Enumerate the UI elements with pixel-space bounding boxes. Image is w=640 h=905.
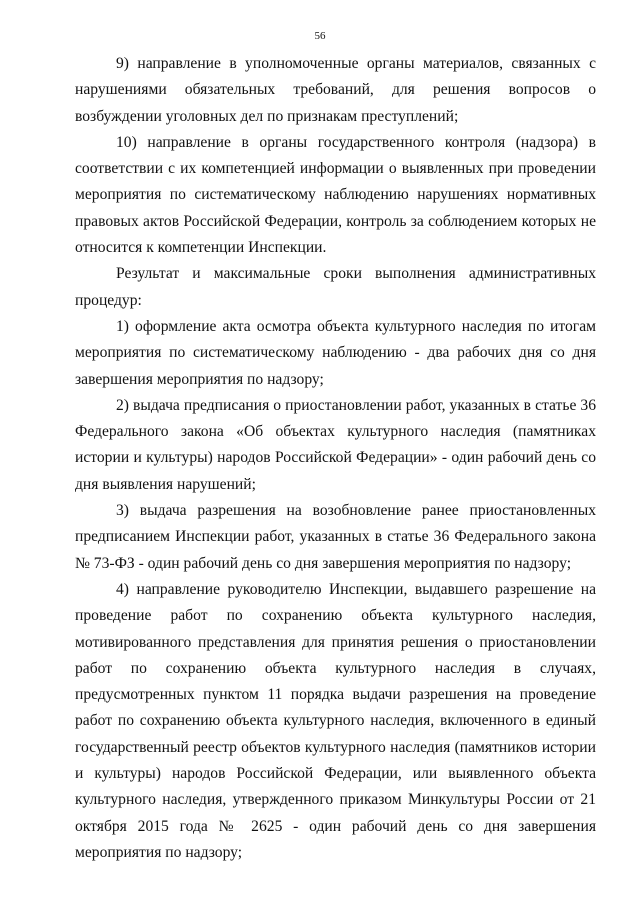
paragraph-result-1: 1) оформление акта осмотра объекта культурного наследия по итогам мероприятия по систематическому наблюдению - два рабочих дня со дня завершения мероприятия по надзору; [75, 317, 596, 388]
paragraph-result-3: 3) выдача разрешения на возобновление ранее приостановленных предписанием Инспекции работ, указанных в статье 36 Федерального закона № 73-ФЗ - один рабочий день со дня завершения мероприятия по надзору; [75, 502, 596, 572]
paragraph-item-10: 10) направление в органы государственного контроля (надзора) в соответствии с их компетенцией информации о выявленных при проведении мероприятия по систематическому наблюдению нарушениях нормативных правовых актов Российской Федерации, контроль за соблюдением которых не относится к компетенции Инспекции. [75, 133, 596, 257]
paragraph-results-heading: Результат и максимальные сроки выполнения административных процедур: [75, 265, 596, 309]
paragraph-result-2: 2) выдача предписания о приостановлении работ, указанных в статье 36 Федерального закона «Об объектах культурного наследия (памятниках истории и культуры) народов Российской Федерации» - один рабочий день со дня выявления нарушений; [75, 396, 596, 493]
page-number: 56 [314, 30, 326, 42]
document-body [75, 51, 596, 866]
paragraph-result-4: 4) направление руководителю Инспекции, выдавшего разрешение на проведение работ по сохранению объекта культурного наследия, мотивированного представления для принятия решения о приостановлении работ по сохранению объекта культурного наследия в случаях, предусмотренных пунктом 11 порядка выдачи разрешения на проведение работ по сохранению объекта культурного наследия, включенного в единый государственный реестр объектов культурного наследия (памятников истории и культуры) народов Российской Федерации, или выявленного объекта культурного наследия, утвержденного приказом Минкультуры России от 21 октября 2015 года № 2625 - один рабочий день со дня завершения мероприятия по надзору; [75, 580, 596, 861]
paragraph-item-9: 9) направление в уполномоченные органы материалов, связанных с нарушениями обязательных требований, для решения вопросов о возбуждении уголовных дел по признакам преступлений; [75, 55, 596, 125]
